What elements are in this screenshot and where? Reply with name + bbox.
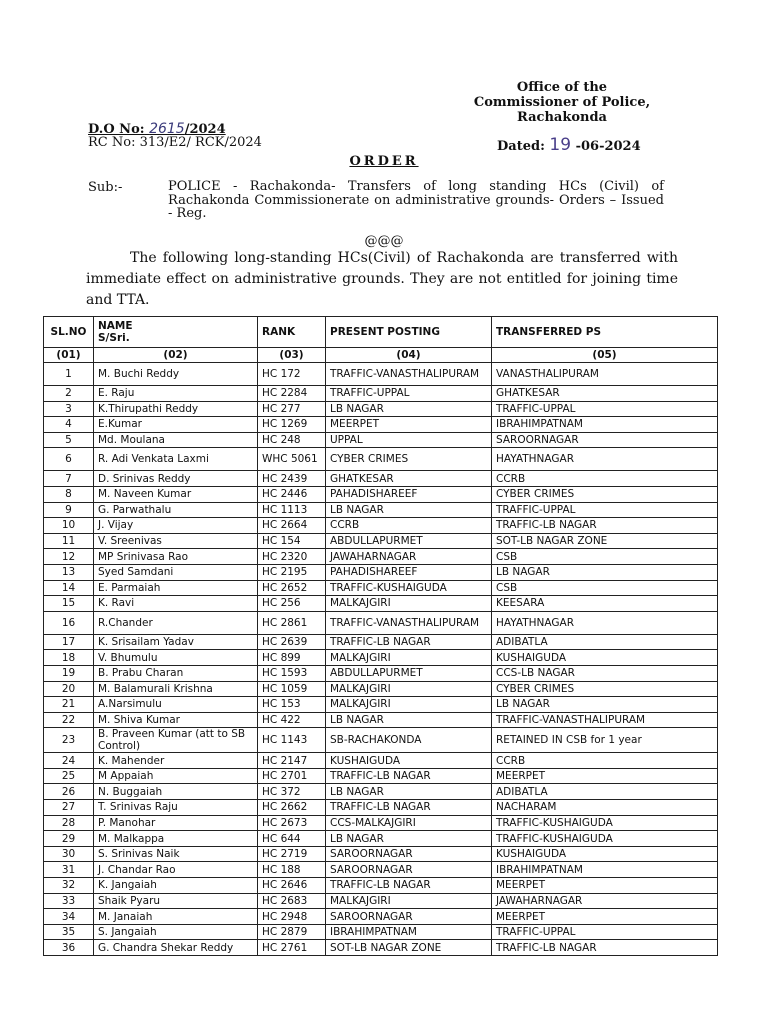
table-cell-present-posting: MALKAJGIRI xyxy=(326,596,492,612)
table-cell-name: E. Raju xyxy=(94,386,258,402)
table-cell-name: N. Buggaiah xyxy=(94,784,258,800)
col-num-1: (01) xyxy=(44,348,94,363)
table-cell-transferred-ps: LB NAGAR xyxy=(492,697,718,713)
table-cell-sl: 16 xyxy=(44,611,94,634)
table-cell-rank: HC 2320 xyxy=(258,549,326,565)
do-handwritten-number: 2615 xyxy=(149,121,185,137)
table-row xyxy=(44,940,718,956)
table-cell-name: M. Malkappa xyxy=(94,831,258,847)
table-cell-present-posting: UPPAL xyxy=(326,432,492,448)
table-cell-name: K. Ravi xyxy=(94,596,258,612)
table-cell-name: M Appaiah xyxy=(94,768,258,784)
table-cell-rank: HC 172 xyxy=(258,363,326,386)
table-cell-present-posting: PAHADISHAREEF xyxy=(326,486,492,502)
table-cell-rank: HC 154 xyxy=(258,533,326,549)
table-cell-sl: 7 xyxy=(44,471,94,487)
table-cell-rank: HC 1143 xyxy=(258,728,326,753)
table-row xyxy=(44,878,718,894)
table-cell-sl: 33 xyxy=(44,893,94,909)
table-cell-transferred-ps: VANASTHALIPURAM xyxy=(492,363,718,386)
table-cell-sl: 8 xyxy=(44,486,94,502)
order-title: ORDER xyxy=(349,154,419,169)
table-cell-name: S. Jangaiah xyxy=(94,924,258,940)
table-cell-rank: HC 1113 xyxy=(258,502,326,518)
column-number-row xyxy=(44,348,718,363)
table-cell-present-posting: MALKAJGIRI xyxy=(326,893,492,909)
table-cell-present-posting: KUSHAIGUDA xyxy=(326,753,492,769)
table-cell-sl: 15 xyxy=(44,596,94,612)
table-cell-present-posting: TRAFFIC-LB NAGAR xyxy=(326,768,492,784)
table-cell-name: K.Thirupathi Reddy xyxy=(94,401,258,417)
dated-rest: -06-2024 xyxy=(575,139,641,154)
office-line-3: Rachakonda xyxy=(517,110,607,125)
table-cell-rank: HC 2719 xyxy=(258,846,326,862)
table-cell-sl: 1 xyxy=(44,363,94,386)
table-cell-name: Syed Samdani xyxy=(94,564,258,580)
subject-text: POLICE - Rachakonda- Transfers of long standing HCs (Civil) of Rachakonda Commissionerate on administrative grounds- Orders – Issued - Reg. xyxy=(168,179,664,221)
table-cell-rank: HC 1269 xyxy=(258,417,326,433)
table-cell-present-posting: LB NAGAR xyxy=(326,401,492,417)
table-cell-rank: HC 422 xyxy=(258,712,326,728)
table-cell-transferred-ps: MEERPET xyxy=(492,768,718,784)
table-cell-transferred-ps: TRAFFIC-LB NAGAR xyxy=(492,940,718,956)
table-cell-transferred-ps: MEERPET xyxy=(492,909,718,925)
table-row xyxy=(44,533,718,549)
table-cell-present-posting: LB NAGAR xyxy=(326,831,492,847)
table-cell-name: Md. Moulana xyxy=(94,432,258,448)
table-row xyxy=(44,681,718,697)
col-num-2: (02) xyxy=(94,348,258,363)
table-cell-name: R.Chander xyxy=(94,611,258,634)
table-cell-present-posting: TRAFFIC-VANASTHALIPURAM xyxy=(326,363,492,386)
table-cell-transferred-ps: HAYATHNAGAR xyxy=(492,611,718,634)
table-cell-name: R. Adi Venkata Laxmi xyxy=(94,448,258,471)
dated-handwritten-day: 19 xyxy=(549,135,572,155)
table-cell-name: A.Narsimulu xyxy=(94,697,258,713)
table-cell-rank: HC 248 xyxy=(258,432,326,448)
table-cell-transferred-ps: IBRAHIMPATNAM xyxy=(492,417,718,433)
table-cell-present-posting: TRAFFIC-KUSHAIGUDA xyxy=(326,580,492,596)
table-cell-transferred-ps: TRAFFIC-LB NAGAR xyxy=(492,518,718,534)
table-cell-transferred-ps: HAYATHNAGAR xyxy=(492,448,718,471)
table-cell-rank: HC 2948 xyxy=(258,909,326,925)
table-cell-present-posting: ABDULLAPURMET xyxy=(326,533,492,549)
table-row xyxy=(44,486,718,502)
table-cell-rank: HC 2652 xyxy=(258,580,326,596)
table-cell-transferred-ps: MEERPET xyxy=(492,878,718,894)
table-cell-transferred-ps: GHATKESAR xyxy=(492,386,718,402)
table-cell-sl: 19 xyxy=(44,665,94,681)
table-cell-name: M. Buchi Reddy xyxy=(94,363,258,386)
table-cell-transferred-ps: KUSHAIGUDA xyxy=(492,650,718,666)
table-row xyxy=(44,518,718,534)
office-line-2: Commissioner of Police, xyxy=(473,95,651,110)
header-sl: SL.NO xyxy=(44,317,94,348)
table-cell-sl: 25 xyxy=(44,768,94,784)
table-row xyxy=(44,580,718,596)
table-cell-name: MP Srinivasa Rao xyxy=(94,549,258,565)
table-cell-name: Shaik Pyaru xyxy=(94,893,258,909)
table-cell-rank: HC 2879 xyxy=(258,924,326,940)
table-cell-present-posting: CYBER CRIMES xyxy=(326,448,492,471)
transfer-table xyxy=(43,316,718,956)
table-row xyxy=(44,634,718,650)
table-cell-transferred-ps: JAWAHARNAGAR xyxy=(492,893,718,909)
table-cell-present-posting: TRAFFIC-UPPAL xyxy=(326,386,492,402)
table-cell-present-posting: MALKAJGIRI xyxy=(326,681,492,697)
table-cell-name: M. Naveen Kumar xyxy=(94,486,258,502)
table-cell-rank: HC 1593 xyxy=(258,665,326,681)
table-cell-sl: 13 xyxy=(44,564,94,580)
table-cell-transferred-ps: RETAINED IN CSB for 1 year xyxy=(492,728,718,753)
table-cell-name: V. Sreenivas xyxy=(94,533,258,549)
table-cell-sl: 26 xyxy=(44,784,94,800)
table-cell-transferred-ps: TRAFFIC-KUSHAIGUDA xyxy=(492,831,718,847)
table-cell-rank: HC 2646 xyxy=(258,878,326,894)
table-row xyxy=(44,650,718,666)
separator: @@@ xyxy=(364,234,404,249)
table-cell-sl: 24 xyxy=(44,753,94,769)
table-row xyxy=(44,471,718,487)
table-header-row xyxy=(44,317,718,348)
table-cell-sl: 23 xyxy=(44,728,94,753)
table-cell-name: J. Chandar Rao xyxy=(94,862,258,878)
table-cell-present-posting: LB NAGAR xyxy=(326,502,492,518)
table-cell-rank: HC 2147 xyxy=(258,753,326,769)
table-cell-sl: 20 xyxy=(44,681,94,697)
table-cell-transferred-ps: TRAFFIC-VANASTHALIPURAM xyxy=(492,712,718,728)
table-cell-sl: 9 xyxy=(44,502,94,518)
dated-label: Dated: xyxy=(497,139,545,154)
table-cell-present-posting: SAROORNAGAR xyxy=(326,909,492,925)
table-cell-transferred-ps: IBRAHIMPATNAM xyxy=(492,862,718,878)
table-cell-sl: 14 xyxy=(44,580,94,596)
table-cell-rank: HC 2701 xyxy=(258,768,326,784)
table-row xyxy=(44,502,718,518)
table-cell-rank: HC 899 xyxy=(258,650,326,666)
table-cell-present-posting: CCS-MALKAJGIRI xyxy=(326,815,492,831)
table-cell-transferred-ps: CCS-LB NAGAR xyxy=(492,665,718,681)
table-cell-transferred-ps: CYBER CRIMES xyxy=(492,681,718,697)
table-cell-sl: 18 xyxy=(44,650,94,666)
table-cell-rank: HC 372 xyxy=(258,784,326,800)
table-cell-sl: 5 xyxy=(44,432,94,448)
table-cell-rank: HC 1059 xyxy=(258,681,326,697)
table-cell-rank: HC 644 xyxy=(258,831,326,847)
table-cell-sl: 2 xyxy=(44,386,94,402)
table-row xyxy=(44,846,718,862)
table-cell-present-posting: MALKAJGIRI xyxy=(326,697,492,713)
table-cell-rank: HC 2195 xyxy=(258,564,326,580)
table-cell-sl: 4 xyxy=(44,417,94,433)
table-cell-rank: HC 2639 xyxy=(258,634,326,650)
table-cell-transferred-ps: NACHARAM xyxy=(492,800,718,816)
table-cell-name: G. Chandra Shekar Reddy xyxy=(94,940,258,956)
table-cell-sl: 32 xyxy=(44,878,94,894)
table-row xyxy=(44,815,718,831)
office-line-1: Office of the xyxy=(516,80,608,95)
header-present-posting: PRESENT POSTING xyxy=(326,317,492,348)
table-cell-present-posting: SB-RACHAKONDA xyxy=(326,728,492,753)
table-cell-present-posting: SOT-LB NAGAR ZONE xyxy=(326,940,492,956)
table-cell-present-posting: LB NAGAR xyxy=(326,712,492,728)
table-cell-sl: 12 xyxy=(44,549,94,565)
order-paragraph: The following long-standing HCs(Civil) of Rachakonda are transferred with immediate effect on administrative grounds. They are not entitled for joining time and TTA. xyxy=(86,250,678,308)
table-cell-present-posting: JAWAHARNAGAR xyxy=(326,549,492,565)
table-cell-transferred-ps: LB NAGAR xyxy=(492,564,718,580)
table-row xyxy=(44,448,718,471)
table-cell-present-posting: CCRB xyxy=(326,518,492,534)
table-row xyxy=(44,924,718,940)
table-cell-sl: 31 xyxy=(44,862,94,878)
table-cell-present-posting: SAROORNAGAR xyxy=(326,846,492,862)
table-cell-name: M. Balamurali Krishna xyxy=(94,681,258,697)
table-cell-rank: WHC 5061 xyxy=(258,448,326,471)
table-cell-name: B. Praveen Kumar (att to SB Control) xyxy=(94,728,258,753)
table-cell-name: T. Srinivas Raju xyxy=(94,800,258,816)
table-cell-transferred-ps: CCRB xyxy=(492,753,718,769)
table-row xyxy=(44,363,718,386)
table-cell-name: E.Kumar xyxy=(94,417,258,433)
table-cell-rank: HC 188 xyxy=(258,862,326,878)
table-row xyxy=(44,549,718,565)
office-heading xyxy=(470,80,654,125)
table-cell-name: J. Vijay xyxy=(94,518,258,534)
table-cell-name: K. Srisailam Yadav xyxy=(94,634,258,650)
table-row xyxy=(44,909,718,925)
table-cell-transferred-ps: KEESARA xyxy=(492,596,718,612)
table-row xyxy=(44,712,718,728)
table-row xyxy=(44,697,718,713)
table-cell-present-posting: IBRAHIMPATNAM xyxy=(326,924,492,940)
table-cell-rank: HC 2446 xyxy=(258,486,326,502)
table-cell-present-posting: MALKAJGIRI xyxy=(326,650,492,666)
subject-label: Sub:- xyxy=(88,180,123,195)
table-cell-rank: HC 256 xyxy=(258,596,326,612)
table-cell-transferred-ps: SOT-LB NAGAR ZONE xyxy=(492,533,718,549)
table-cell-rank: HC 2439 xyxy=(258,471,326,487)
table-cell-transferred-ps: TRAFFIC-UPPAL xyxy=(492,924,718,940)
table-cell-sl: 36 xyxy=(44,940,94,956)
table-cell-transferred-ps: TRAFFIC-UPPAL xyxy=(492,502,718,518)
table-cell-present-posting: MEERPET xyxy=(326,417,492,433)
table-cell-transferred-ps: CSB xyxy=(492,549,718,565)
table-row xyxy=(44,665,718,681)
table-cell-transferred-ps: CYBER CRIMES xyxy=(492,486,718,502)
table-row xyxy=(44,728,718,753)
table-cell-transferred-ps: TRAFFIC-UPPAL xyxy=(492,401,718,417)
table-cell-name: V. Bhumulu xyxy=(94,650,258,666)
table-cell-rank: HC 2683 xyxy=(258,893,326,909)
table-cell-sl: 17 xyxy=(44,634,94,650)
table-row xyxy=(44,564,718,580)
table-cell-sl: 27 xyxy=(44,800,94,816)
table-cell-present-posting: TRAFFIC-LB NAGAR xyxy=(326,634,492,650)
header-name-line2: S/Sri. xyxy=(98,332,130,344)
table-row xyxy=(44,784,718,800)
table-cell-sl: 22 xyxy=(44,712,94,728)
table-cell-name: S. Srinivas Naik xyxy=(94,846,258,862)
table-row xyxy=(44,831,718,847)
table-row xyxy=(44,753,718,769)
table-cell-present-posting: PAHADISHAREEF xyxy=(326,564,492,580)
header-name-line1: NAME xyxy=(98,320,133,332)
table-cell-transferred-ps: SAROORNAGAR xyxy=(492,432,718,448)
table-cell-transferred-ps: CCRB xyxy=(492,471,718,487)
table-cell-name: E. Parmaiah xyxy=(94,580,258,596)
table-cell-transferred-ps: TRAFFIC-KUSHAIGUDA xyxy=(492,815,718,831)
col-num-5: (05) xyxy=(492,348,718,363)
table-row xyxy=(44,596,718,612)
table-cell-present-posting: SAROORNAGAR xyxy=(326,862,492,878)
table-row xyxy=(44,611,718,634)
rc-number: RC No: 313/E2/ RCK/2024 xyxy=(88,135,262,150)
table-row xyxy=(44,417,718,433)
table-cell-sl: 30 xyxy=(44,846,94,862)
header-name xyxy=(94,317,258,348)
table-cell-transferred-ps: KUSHAIGUDA xyxy=(492,846,718,862)
table-cell-rank: HC 2664 xyxy=(258,518,326,534)
table-cell-transferred-ps: CSB xyxy=(492,580,718,596)
table-cell-sl: 10 xyxy=(44,518,94,534)
table-row xyxy=(44,862,718,878)
table-cell-rank: HC 2861 xyxy=(258,611,326,634)
table-row xyxy=(44,386,718,402)
table-cell-present-posting: GHATKESAR xyxy=(326,471,492,487)
table-row xyxy=(44,800,718,816)
table-cell-sl: 21 xyxy=(44,697,94,713)
table-cell-name: D. Srinivas Reddy xyxy=(94,471,258,487)
do-prefix: D.O No: xyxy=(88,122,145,137)
table-cell-rank: HC 2761 xyxy=(258,940,326,956)
table-cell-transferred-ps: ADIBATLA xyxy=(492,784,718,800)
do-suffix: /2024 xyxy=(184,122,226,137)
table-cell-name: G. Parwathalu xyxy=(94,502,258,518)
table-cell-sl: 28 xyxy=(44,815,94,831)
header-transferred-ps: TRANSFERRED PS xyxy=(492,317,718,348)
table-cell-rank: HC 153 xyxy=(258,697,326,713)
header-rank: RANK xyxy=(258,317,326,348)
table-cell-name: M. Shiva Kumar xyxy=(94,712,258,728)
table-cell-present-posting: TRAFFIC-VANASTHALIPURAM xyxy=(326,611,492,634)
col-num-4: (04) xyxy=(326,348,492,363)
table-cell-name: M. Janaiah xyxy=(94,909,258,925)
table-cell-sl: 6 xyxy=(44,448,94,471)
table-cell-name: B. Prabu Charan xyxy=(94,665,258,681)
table-cell-sl: 3 xyxy=(44,401,94,417)
table-cell-sl: 11 xyxy=(44,533,94,549)
table-cell-sl: 35 xyxy=(44,924,94,940)
table-cell-present-posting: TRAFFIC-LB NAGAR xyxy=(326,878,492,894)
table-cell-rank: HC 2284 xyxy=(258,386,326,402)
table-cell-sl: 29 xyxy=(44,831,94,847)
table-cell-present-posting: ABDULLAPURMET xyxy=(326,665,492,681)
dated xyxy=(497,135,641,155)
table-row xyxy=(44,401,718,417)
table-cell-rank: HC 277 xyxy=(258,401,326,417)
table-cell-transferred-ps: ADIBATLA xyxy=(492,634,718,650)
table-cell-rank: HC 2662 xyxy=(258,800,326,816)
table-cell-name: K. Jangaiah xyxy=(94,878,258,894)
table-cell-present-posting: LB NAGAR xyxy=(326,784,492,800)
table-row xyxy=(44,432,718,448)
table-row xyxy=(44,893,718,909)
table-cell-sl: 34 xyxy=(44,909,94,925)
table-row xyxy=(44,768,718,784)
table-cell-name: P. Manohar xyxy=(94,815,258,831)
col-num-3: (03) xyxy=(258,348,326,363)
table-cell-present-posting: TRAFFIC-LB NAGAR xyxy=(326,800,492,816)
table-cell-rank: HC 2673 xyxy=(258,815,326,831)
table-cell-name: K. Mahender xyxy=(94,753,258,769)
